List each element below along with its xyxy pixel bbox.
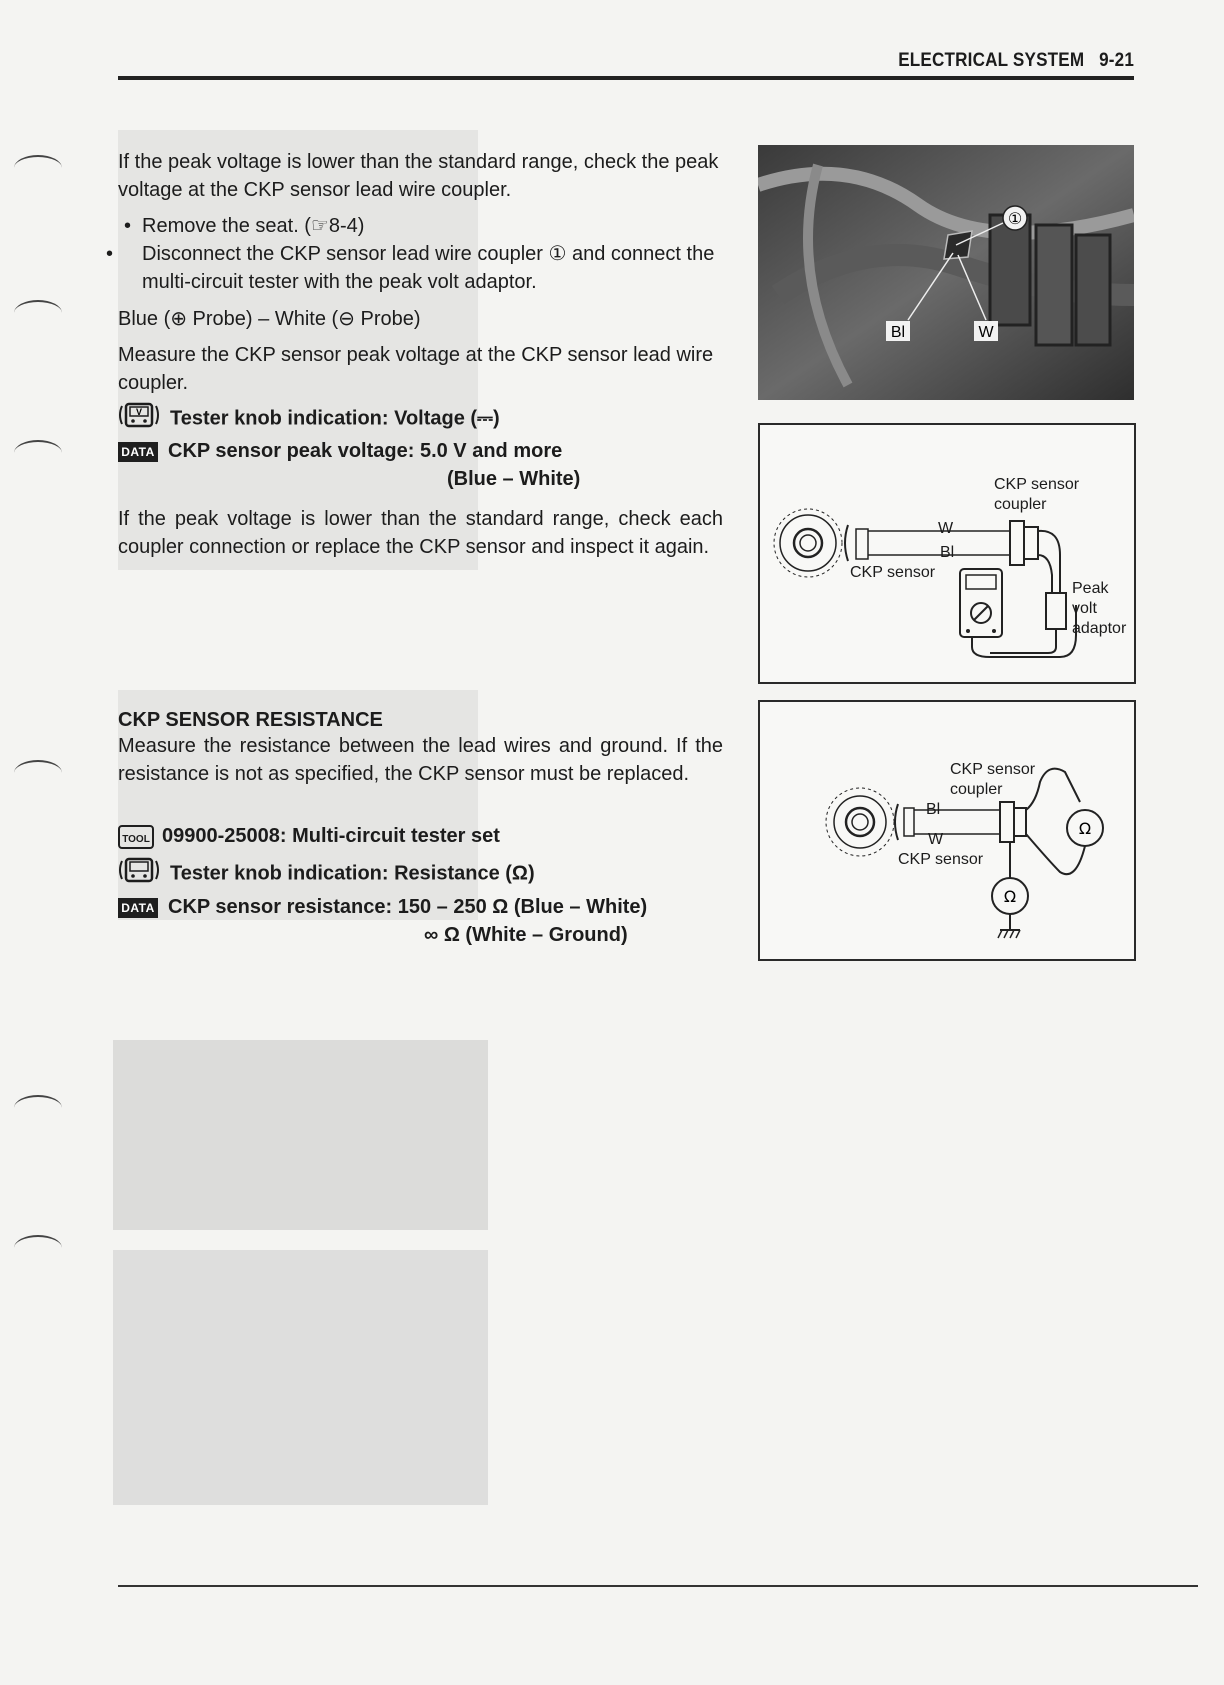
diagram-peak-voltage: [758, 423, 1136, 684]
ground-icon: [998, 930, 1020, 938]
binder-ring: [14, 155, 62, 181]
spec-resistance-sub: ∞ Ω (White – Ground): [424, 924, 628, 946]
tester-knob-resistance: [118, 857, 535, 891]
tester-knob-voltage: [118, 402, 500, 436]
engine-coupler-photo: [758, 145, 1134, 400]
footer-rule: [118, 1585, 1198, 1587]
photo-callout: ①: [1007, 209, 1023, 228]
data-badge-icon: DATA: [118, 898, 158, 918]
binder-ring: [14, 760, 62, 786]
diagram2-ohm-2: Ω: [1003, 887, 1017, 906]
diagram2-sensor-label: CKP sensor: [898, 851, 984, 868]
spec-peak-voltage: [118, 437, 562, 465]
spec-resistance: [118, 893, 647, 921]
diagram2-wire-bl: Bl: [926, 801, 941, 818]
diagram1-sensor-label: CKP sensor: [850, 564, 936, 581]
tool-line-text: 09900-25008: Multi-circuit tester set: [162, 825, 500, 847]
diagram1-wire-w: W: [938, 520, 954, 537]
ckp-rotor-gear-icon: [774, 509, 842, 577]
data-badge-icon: DATA: [118, 442, 158, 462]
multimeter-icon: [960, 569, 1002, 637]
measure-paragraph: Measure the CKP sensor peak voltage at the CKP sensor lead wire coupler.: [118, 344, 714, 394]
resistance-paragraph: Measure the resistance between the lead wires and ground. If the resistance is not as specified, the CKP sensor must be replaced.: [118, 735, 723, 785]
photo-wire-w: W: [978, 324, 994, 341]
ohmmeter-icon: [1067, 810, 1103, 846]
knob-v-glyph: V: [135, 407, 143, 417]
spec-resistance-text: CKP sensor resistance: 150 – 250 Ω (Blue – White): [168, 896, 648, 918]
tool-icon: [118, 825, 154, 849]
background-shadow-bottom: [113, 1250, 488, 1505]
bullet-dot: •: [106, 243, 114, 265]
followup-paragraph: If the peak voltage is lower than the standard range, check each coupler connection or replace the CKP sensor and inspect it again.: [118, 508, 723, 558]
photo-wire-bl: Bl: [890, 324, 906, 341]
diagram-resistance: [758, 700, 1136, 961]
bullet-remove-seat: [124, 212, 724, 240]
probe-line: Blue (⊕ Probe) – White (⊖ Probe): [118, 308, 421, 330]
bullet-disconnect-coupler: [106, 240, 727, 296]
spec-peak-voltage-sub: (Blue – White): [447, 468, 581, 490]
binder-ring: [14, 1235, 62, 1261]
tool-line: [118, 822, 500, 850]
tester-knob-icon: [118, 402, 160, 436]
background-shadow-lower: [113, 1040, 488, 1230]
header-rule: [118, 76, 1134, 80]
diagram1-coupler-label: CKP sensor coupler: [994, 476, 1080, 513]
diagram1-adaptor-label: Peak volt adaptor: [1072, 580, 1127, 637]
diagram2-wire-w: W: [928, 831, 944, 848]
diagram2-coupler-label: CKP sensor coupler: [950, 761, 1036, 798]
page-header-title: ELECTRICAL SYSTEM 9-21: [898, 50, 1134, 71]
diagram1-wire-bl: Bl: [940, 544, 955, 561]
peak-volt-adaptor-icon: [1046, 593, 1066, 629]
ohmmeter-icon: [992, 878, 1028, 914]
tool-badge-text: TOOL: [122, 833, 150, 845]
bullet-text: Remove the seat. (☞8-4): [142, 215, 365, 237]
spec-peak-voltage-text: CKP sensor peak voltage: 5.0 V and more: [168, 440, 563, 462]
diagram2-ohm-1: Ω: [1078, 819, 1092, 838]
binder-ring: [14, 440, 62, 466]
bullet-dot: •: [124, 215, 132, 237]
intro-paragraph: If the peak voltage is lower than the standard range, check the peak voltage at the CKP sensor lead wire coupler.: [118, 151, 719, 201]
binder-ring: [14, 300, 62, 326]
tester-knob-resistance-text: Tester knob indication: Resistance (Ω): [170, 862, 535, 885]
tester-knob-voltage-text: Tester knob indication: Voltage (⎓): [170, 407, 500, 430]
bullet-text: Disconnect the CKP sensor lead wire coupler ① and connect the multi-circuit tester with the peak volt adaptor.: [142, 243, 715, 293]
binder-ring: [14, 1095, 62, 1121]
ckp-rotor-gear-icon: [826, 788, 894, 856]
tester-knob-icon: [118, 857, 160, 891]
section-heading-resistance: CKP SENSOR RESISTANCE: [118, 709, 383, 731]
